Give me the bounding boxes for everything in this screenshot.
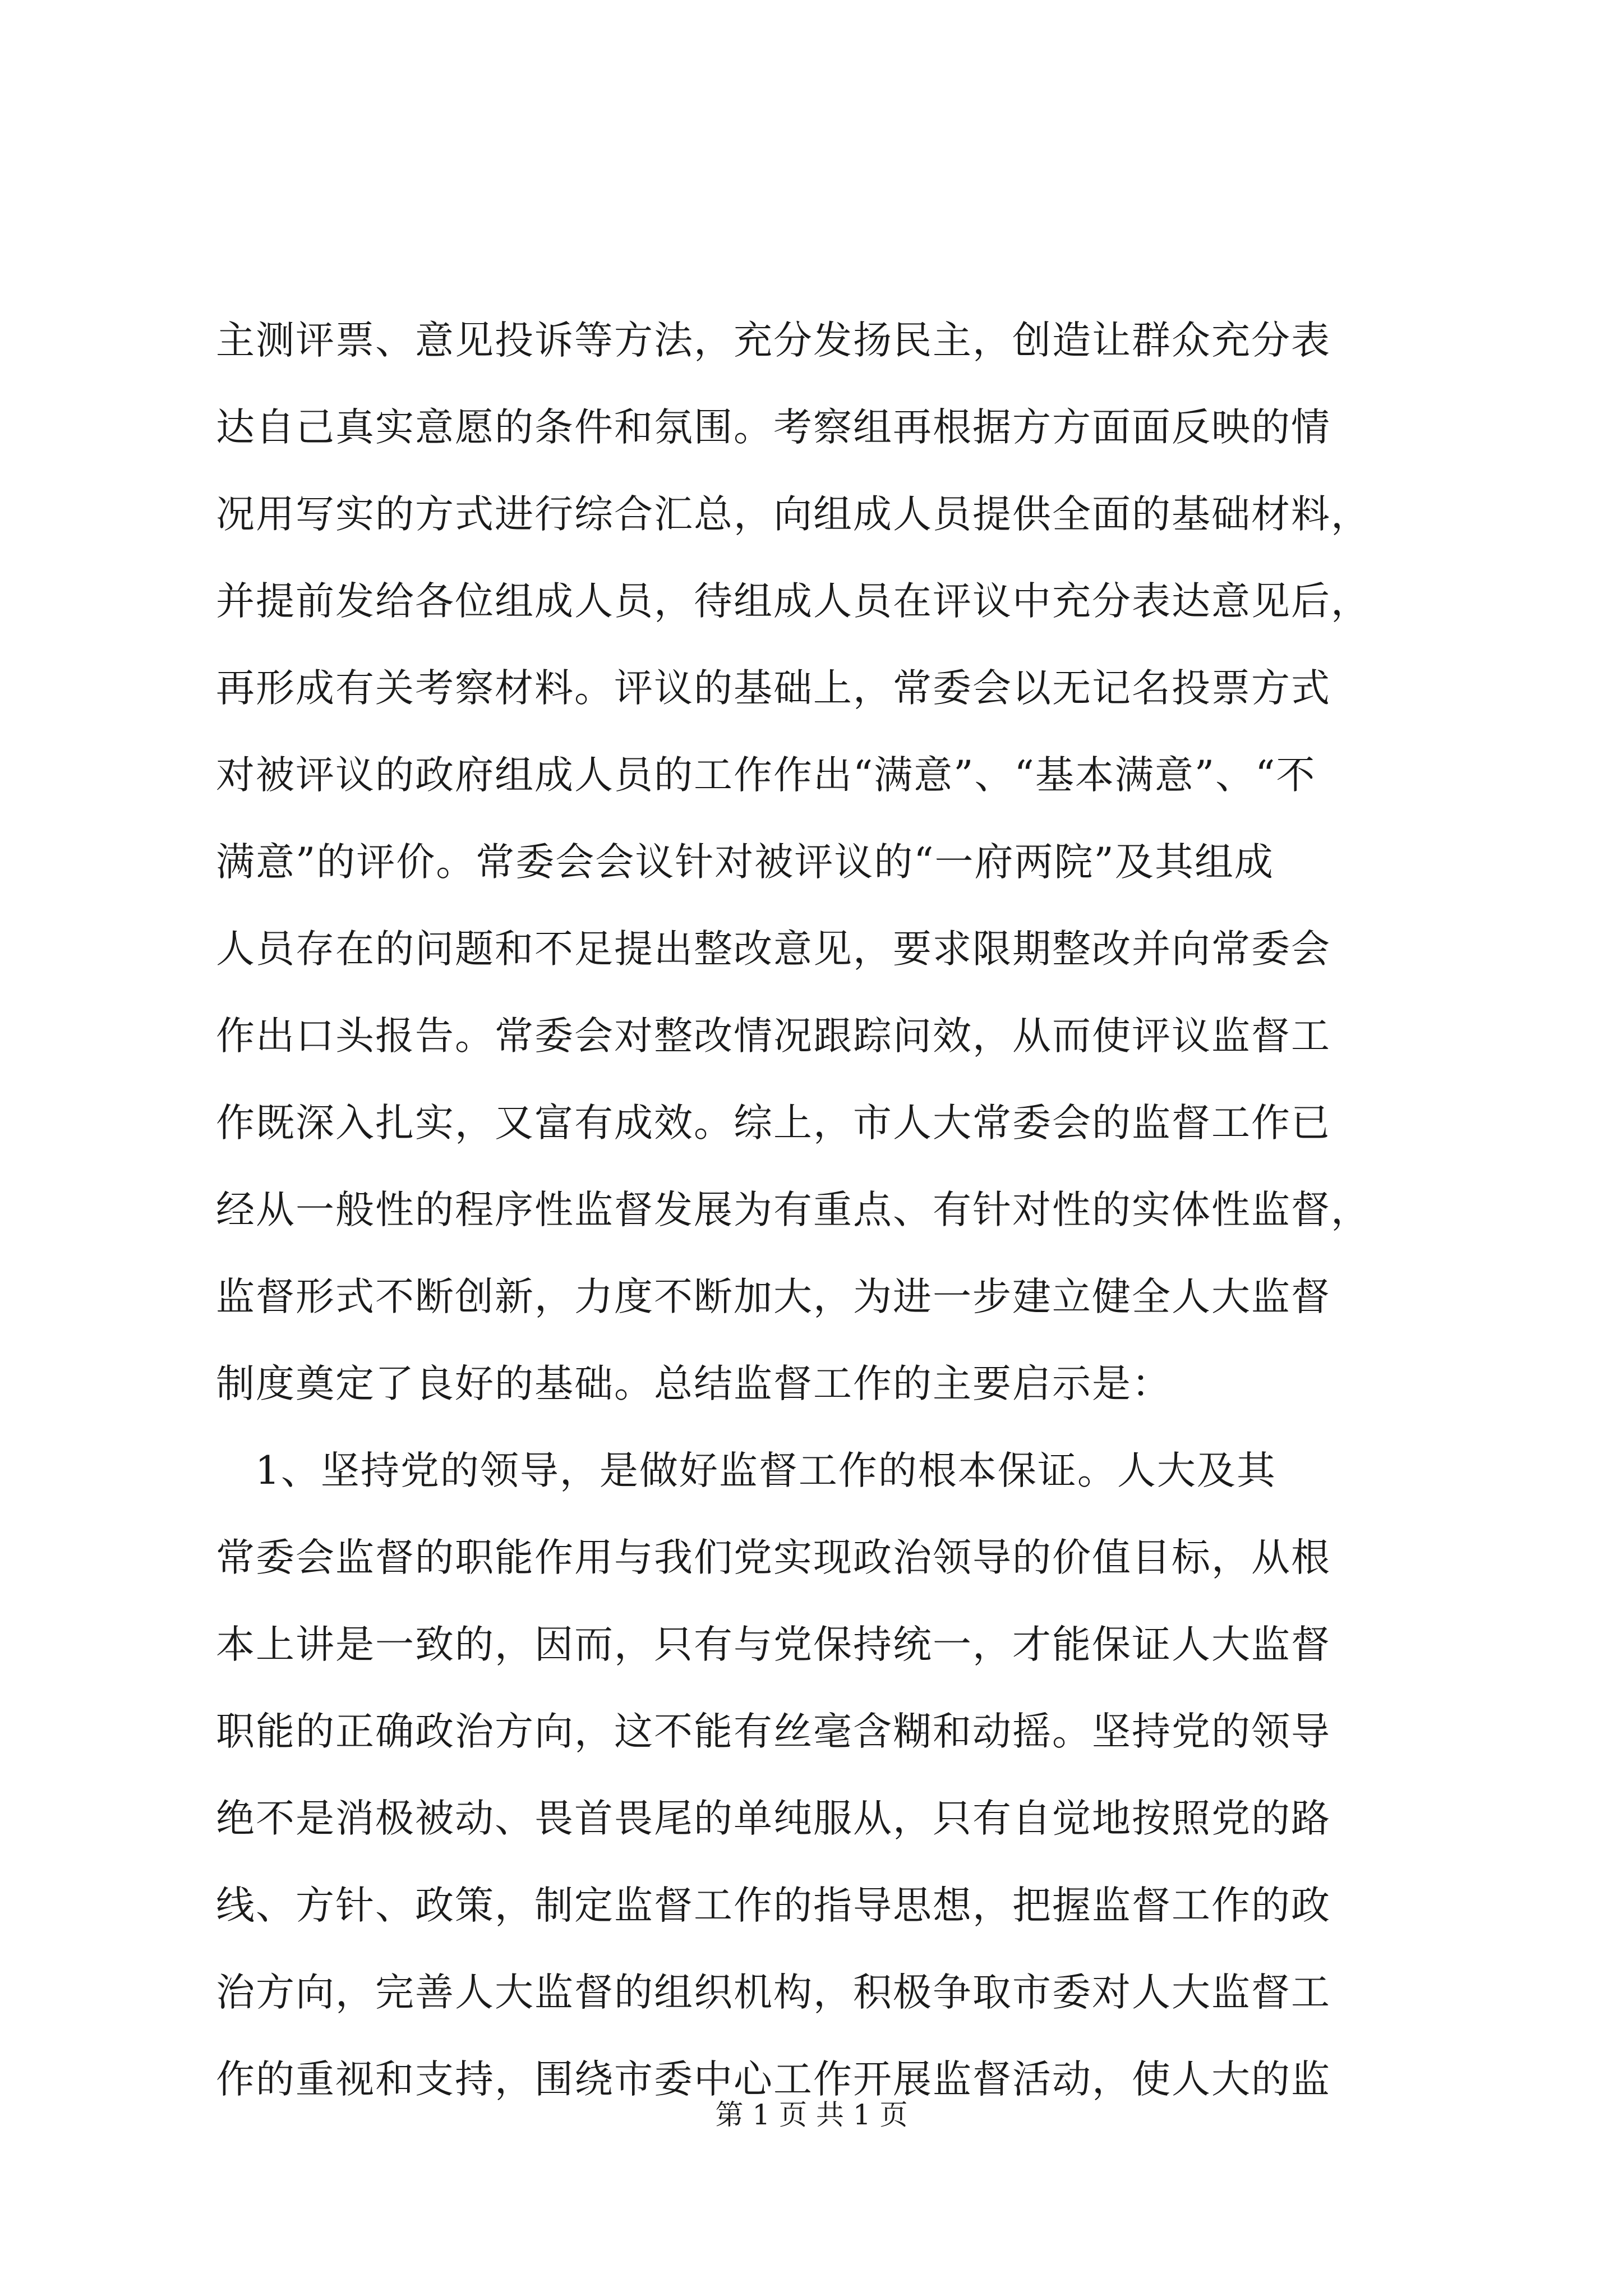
text-line: 人员存在的问题和不足提出整改意见，要求限期整改并向常委会 [216, 927, 1331, 972]
text-line: 治方向，完善人大监督的组织机构，积极争取市委对人大监督工 [216, 1970, 1331, 2015]
body-text [216, 297, 1467, 2123]
text-line: 达自己真实意愿的条件和氛围。考察组再根据方方面面反映的情 [216, 405, 1331, 450]
text-line: 经从一般性的程序性监督发展为有重点、有针对性的实体性监督， [216, 1188, 1371, 1232]
text-line: 对被评议的政府组成人员的工作作出“满意”、“基本满意”、“不 [216, 753, 1316, 798]
text-line: 况用写实的方式进行综合汇总，向组成人员提供全面的基础材料， [216, 492, 1371, 537]
text-line: 再形成有关考察材料。评议的基础上，常委会以无记名投票方式 [216, 666, 1331, 711]
text-line: 本上讲是一致的，因而，只有与党保持统一，才能保证人大监督 [216, 1622, 1331, 1667]
text-line: 职能的正确政治方向，这不能有丝毫含糊和动摇。坚持党的领导 [216, 1709, 1331, 1754]
text-line: 常委会监督的职能作用与我们党实现政治领导的价值目标，从根 [216, 1535, 1331, 1580]
text-line: 作的重视和支持，围绕市委中心工作开展监督活动，使人大的监 [216, 2057, 1331, 2102]
text-line: 满意”的评价。常委会会议针对被评议的“一府两院”及其组成 [216, 840, 1274, 885]
text-line: 主测评票、意见投诉等方法，充分发扬民主，创造让群众充分表 [216, 318, 1331, 363]
paragraph-first-line: 1、坚持党的领导，是做好监督工作的根本保证。人大及其 [255, 1448, 1276, 1493]
text-line: 并提前发给各位组成人员，待组成人员在评议中充分表达意见后， [216, 579, 1371, 624]
text-line: 监督形式不断创新，力度不断加大，为进一步建立健全人大监督 [216, 1274, 1331, 1319]
text-line: 作出口头报告。常委会对整改情况跟踪问效，从而使评议监督工 [216, 1014, 1331, 1059]
text-line: 绝不是消极被动、畏首畏尾的单纯服从，只有自觉地按照党的路 [216, 1796, 1331, 1841]
text-line: 制度奠定了良好的基础。总结监督工作的主要启示是： [216, 1361, 1172, 1406]
page-number-footer: 第 1 页 共 1 页 [715, 2099, 908, 2131]
text-line: 线、方针、政策，制定监督工作的指导思想，把握监督工作的政 [216, 1883, 1331, 1928]
text-line: 作既深入扎实，又富有成效。综上，市人大常委会的监督工作已 [216, 1101, 1331, 1145]
